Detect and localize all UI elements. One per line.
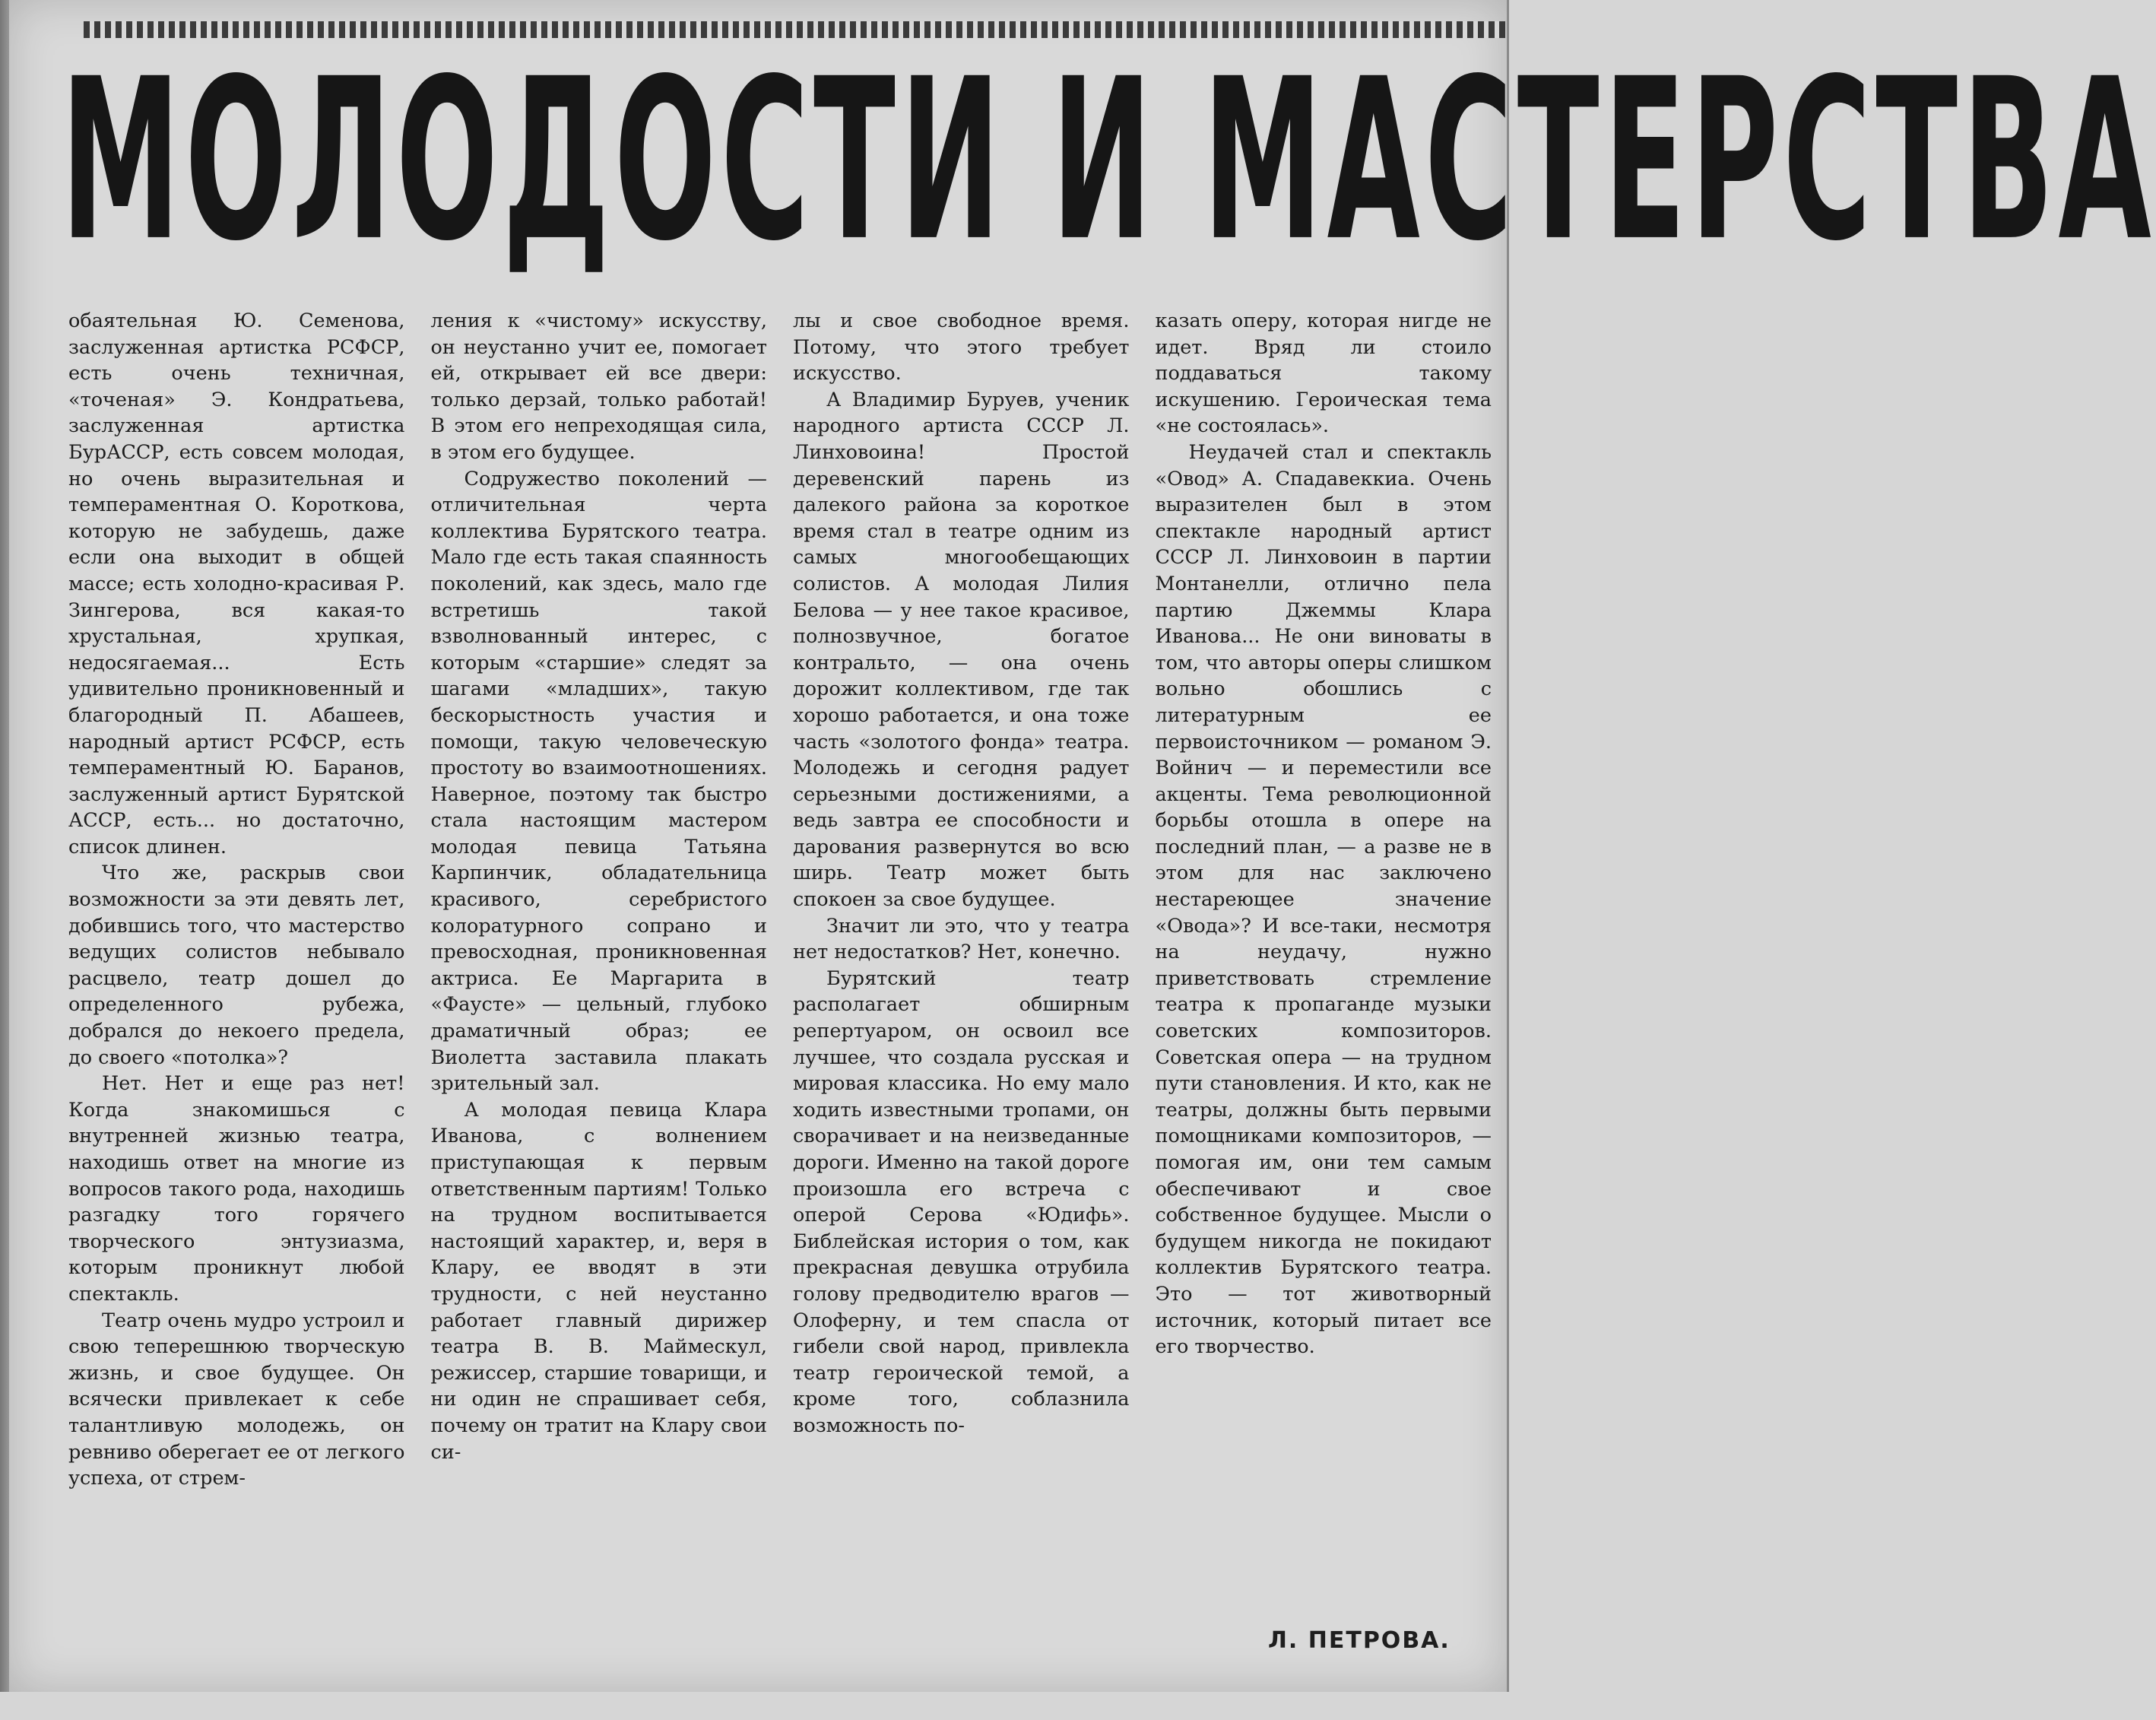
paragraph: Неудачей стал и спектакль «Овод» А. Спадавеккиа. Очень выразителен был в этом спектакле народный артист СССР Л. Линховоин в партии Монтанелли, отлично пела партию Джеммы Клара Иванова... Не они виноваты в том, что авторы оперы слишком вольно обошлись с литературным ее первоисточником — романом Э. Войнич — и переместили все акценты. Тема революционной борьбы отошла в опере на последний план, — а разве не в этом для нас заключено нестареющее значение «Овода»? И все-таки, несмотря на неудачу, нужно приветствовать стремление театра к пропаганде музыки советских композиторов. Советская опера — на трудном пути становления. И кто, как не театры, должны быть первыми помощниками композиторов, — помогая им, они тем самым обеспечивают и свое собственное будущее. Мысли о будущем никогда не покидают коллектив Бурятского театра. Это — тот животворный источник, который питает все его творчество. bbox=[1155, 440, 1492, 1359]
paragraph: казать оперу, которая нигде не идет. Вряд ли стоило поддаваться такому искушению. Героическая тема «не состоялась». bbox=[1155, 309, 1492, 438]
paragraph: лы и свое свободное время. Потому, что этого требует искусство. bbox=[793, 309, 1130, 386]
paragraph: Содружество поколений — отличительная черта коллектива Бурятского театра. Мало где есть такая спаянность поколений, как здесь, мало где встретишь такой взволнованный интерес, с которым «старшие» следят за шагами «младших», такую бескорыстность участия и помощи, такую человеческую простоту во взаимоотношениях. Наверное, поэтому так быстро стала настоящим мастером молодая певица Татьяна Карпинчик, обладательница красивого, серебристого колоратурного сопрано и превосходная, проникновенная актриса. Ее Маргарита в «Фаусте» — цельный, глубоко драматичный образ; ее Виолетта заставила плакать зрительный зал. bbox=[430, 467, 767, 1096]
article-column-2 bbox=[431, 308, 768, 1654]
author-signature: Л. ПЕТРОВА. bbox=[1268, 1627, 1451, 1654]
article-column-1 bbox=[68, 308, 405, 1654]
article-body bbox=[68, 308, 1492, 1654]
paragraph: ления к «чистому» искусству, он неустанно учит ее, помогает ей, открывает ей все двери: только дерзай, только работай! В этом его непреходящая сила, в этом его будущее. bbox=[430, 309, 767, 464]
paragraph: Значит ли это, что у театра нет недостатков? Нет, конечно. bbox=[793, 914, 1130, 964]
paragraph: Театр очень мудро устроил и свою теперешнюю творческую жизнь, и свое будущее. Он всячески привлекает к себе талантливую молодежь, он ревниво оберегает ее от легкого успеха, от стрем- bbox=[68, 1309, 405, 1490]
paragraph: А Владимир Буруев, ученик народного артиста СССР Л. Линховоина! Простой деревенский парень из далекого района за короткое время стал в театре одним из самых многообещающих солистов. А молодая Лилия Белова — у нее такое красивое, полнозвучное, богатое контральто, — она очень дорожит коллективом, где так хорошо работается, и она тоже часть «золотого фонда» театра. Молодежь и сегодня радует серьезными достижениями, а ведь завтра ее способности и дарования развернутся во всю ширь. Театр может быть спокоен за свое будущее. bbox=[793, 388, 1130, 912]
article-column-4 bbox=[1156, 308, 1492, 1654]
article-column-3 bbox=[793, 308, 1130, 1654]
paragraph: Бурятский театр располагает обширным репертуаром, он освоил все лучшее, что создала русская и мировая классика. Но ему мало ходить известными тропами, он сворачивает и на неизведанные дороги. Именно на такой дороге произошла его встреча с оперой Серова «Юдифь». Библейская история о том, как прекрасная девушка отрубила голову предводителю врагов — Олоферну, и тем спасла от гибели свой народ, привлекла театр героической темой, а кроме того, соблазнила возможность по- bbox=[793, 966, 1130, 1437]
paragraph: А молодая певица Клара Иванова, с волнением приступающая к первым ответственным партиям! Только на трудном воспитывается настоящий характер, и, веря в Клару, ее вводят в эти трудности, с ней неустанно работает главный дирижер театра В. В. Маймескул, режиссер, старшие товарищи, и ни один не спрашивает себя, почему он тратит на Клару свои си- bbox=[430, 1098, 767, 1464]
headline: МОЛОДОСТИ И МАСТЕРСТВА bbox=[61, 31, 2156, 291]
paragraph: Нет. Нет и еще раз нет! Когда знакомишься с внутренней жизнью театра, находишь ответ на многие из вопросов такого рода, находишь разгадку того горячего творческого энтузиазма, которым проникнут любой спектакль. bbox=[68, 1072, 405, 1306]
paragraph: Что же, раскрыв свои возможности за эти девять лет, добившись того, что мастерство ведущих солистов небывало расцвело, театр дошел до определенного рубежа, добрался до некоего предела, до своего «потолка»? bbox=[68, 862, 405, 1069]
paragraph: обаятельная Ю. Семенова, заслуженная артистка РСФСР, есть очень техничная, «точеная» Э. Кондратьева, заслуженная артистка БурАССР, есть совсем молодая, но очень выразительная и темпераментная О. Короткова, которую не забудешь, даже если она выходит в общей массе; есть холодно-красивая Р. Зингерова, вся какая-то хрустальная, хрупкая, недосягаемая... Есть удивительно проникновенный и благородный П. Абашеев, народный артист РСФСР, есть темпераментный Ю. Баранов, заслуженный артист Бурятской АССР, есть... но достаточно, список длинен. bbox=[68, 309, 405, 858]
